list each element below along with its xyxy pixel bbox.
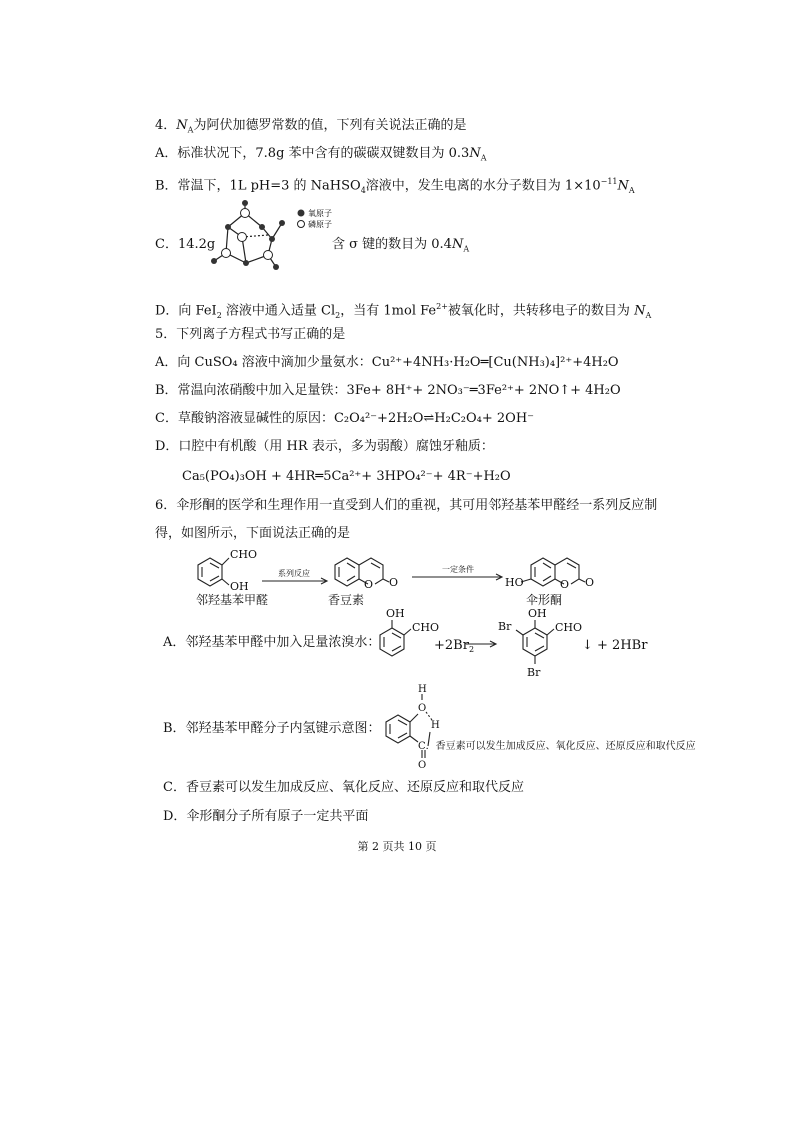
q6-option-a: A．邻羟基苯甲醛中加入足量浓溴水： (163, 635, 381, 650)
svg-text:O: O (560, 578, 570, 591)
q6-option-b: B．邻羟基苯甲醛分子内氢键示意图： (163, 721, 381, 736)
q4-option-c-tail: 含 σ 键的数目为 $0.4N_A$ (332, 237, 470, 254)
q5-option-d: D．口腔中有机酸（用 HR 表示，多为弱酸）腐蚀牙釉质： (155, 439, 494, 454)
svg-text:香豆素: 香豆素 (328, 593, 365, 607)
q4-stem: 4．$N_A$为阿伏加德罗常数的值，下列有关说法正确的是 (155, 118, 467, 135)
svg-text:HO: HO (505, 576, 524, 589)
svg-text:系列反应: 系列反应 (278, 569, 310, 578)
svg-text:CHO: CHO (412, 621, 440, 634)
svg-text:H: H (418, 684, 427, 695)
svg-text:氧原子: 氧原子 (308, 209, 332, 218)
page-footer: 第 2 页共 10 页 (357, 840, 437, 853)
q5-option-a: A．向 CuSO₄ 溶液中滴加少量氨水：Cu²⁺+4NH₃·H₂O═[Cu(NH₃)₄]²⁺+4H₂O (155, 355, 619, 370)
q5-option-c: C．草酸钠溶液显碱性的原因：C₂O₄²⁻+2H₂O⇌H₂C₂O₄+ 2OH⁻ (155, 411, 535, 426)
svg-text:CHO: CHO (555, 621, 583, 634)
q5-stem: 5．下列离子方程式书写正确的是 (155, 327, 346, 342)
svg-text:磷原子: 磷原子 (308, 220, 332, 229)
svg-text:O: O (389, 576, 399, 589)
p4o10-structure (200, 197, 360, 273)
svg-text:O: O (418, 703, 427, 714)
q5-option-d-equation: Ca₅(PO₄)₃OH + 4HR═5Ca²⁺+ 3HPO₄²⁻+ 4R⁻+H₂O (182, 469, 511, 484)
q6-option-a-equation (370, 604, 650, 680)
svg-text:↓ + 2HBr: ↓ + 2HBr (582, 638, 648, 653)
svg-text:O: O (364, 578, 374, 591)
svg-text:邻羟基苯甲醛: 邻羟基苯甲醛 (196, 593, 269, 607)
q4-option-d: D．向 FeI$_2$ 溶液中通入适量 $Cl_2$，当有 1mol $Fe^{2+}$被氧化时，共转移电子的数目为 $N_A$ (155, 302, 652, 320)
svg-text:O: O (585, 576, 595, 589)
svg-text:C．香豆素可以发生加成反应、氧化反应、还原反应和取代反应: C．香豆素可以发生加成反应、氧化反应、还原反应和取代反应 (418, 741, 696, 752)
svg-text:Br: Br (498, 620, 512, 633)
svg-text:OH: OH (386, 607, 405, 620)
q4-option-b: B．常温下，1L pH=3 的 NaHSO$_4$溶液中，发生电离的水分子数目为 $1\times 10^{-11}N_A$ (155, 177, 635, 195)
q4-option-a: A．标准状况下，7.8g 苯中含有的碳碳双键数目为 $0.3N_A$ (155, 146, 487, 163)
q5-option-b: B．常温向浓硝酸中加入足量铁：3Fe+ 8H⁺+ 2NO₃⁻═3Fe²⁺+ 2NO↑+ 4H₂O (155, 383, 621, 398)
q6-option-d: D．伞形酮分子所有原子一定共平面 (163, 809, 369, 824)
svg-text:+2Br2: $+2Br_2$ (434, 638, 475, 654)
q6-option-c: C．香豆素可以发生加成反应、氧化反应、还原反应和取代反应 (163, 780, 524, 795)
svg-text:一定条件: 一定条件 (442, 565, 474, 574)
q6-stem-line2: 得，如图所示，下面说法正确的是 (155, 526, 351, 541)
q6-stem-line1: 6．伞形酮的医学和生理作用一直受到人们的重视，其可用邻羟基苯甲醛经一系列反应制 (155, 498, 658, 513)
svg-text:OH: OH (230, 580, 249, 593)
svg-text:伞形酮: 伞形酮 (526, 593, 563, 607)
svg-text:CHO: CHO (230, 548, 258, 561)
svg-text:O: O (418, 760, 427, 771)
svg-text:OH: OH (528, 607, 547, 620)
svg-text:Br: Br (527, 666, 541, 679)
q6-reaction-scheme (180, 544, 640, 606)
svg-text:H: H (431, 720, 440, 731)
q6-option-b-hydrogen-bond (378, 684, 696, 771)
q4-option-c-mass: C．14.2g (155, 237, 216, 252)
